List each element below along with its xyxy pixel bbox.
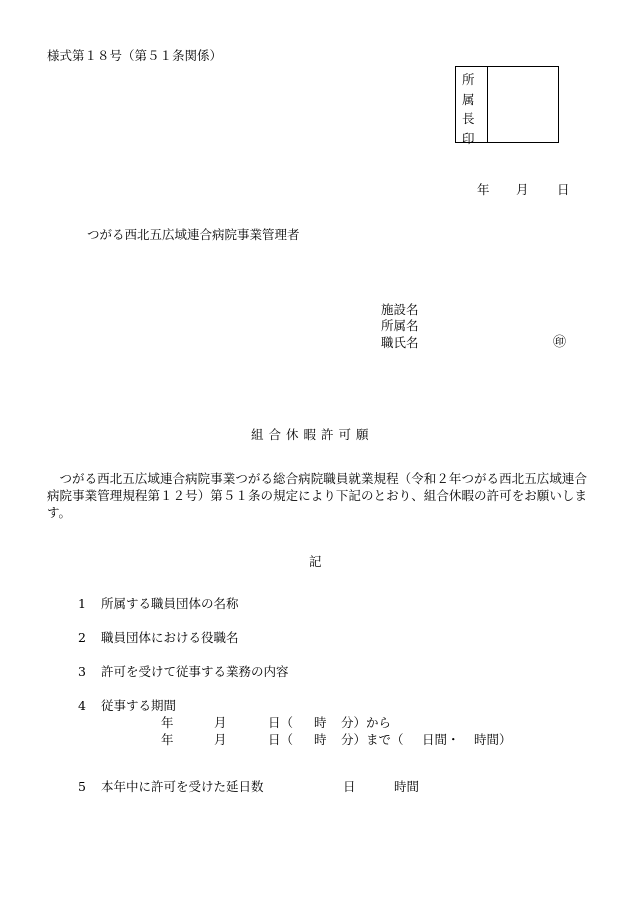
seal-mark-icon: ㊞ [553,335,567,350]
period-from-minute: 分）から [341,715,392,730]
total-days-label: 日 [343,779,356,794]
total-hours-label: 時間 [394,779,420,794]
date-year-label: 年 [477,182,490,197]
date-day-label: 日 [557,182,570,197]
item-1-label: 所属する職員団体の名称 [101,596,239,611]
addressee: つがる西北五広域連合病院事業管理者 [87,227,300,242]
period-to-year: 年 [161,732,174,747]
form-number: 様式第１８号（第５１条関係） [47,48,223,63]
period-from-year: 年 [161,715,174,730]
period-from-day: 日（ [268,715,294,730]
period-from-hour: 時 [314,715,327,730]
period-to-day: 日（ [268,732,294,747]
seal-box-label: 所属長印 [462,72,475,146]
body-paragraph: つがる西北五広域連合病院事業つがる総合病院職員就業規程（令和２年つがる西北五広域連合病院事業管理規程第１２号）第５１条の規定により下記のとおり、組合休暇の許可をお願いします。 [47,471,587,520]
item-2-label: 職員団体における役職名 [101,630,239,645]
period-to-month: 月 [214,732,227,747]
name-label: 職氏名 [381,335,419,350]
item-5-label: 本年中に許可を受けた延日数 [101,779,264,794]
ki-label: 記 [309,554,322,569]
date-month-label: 月 [516,182,529,197]
period-to-days: 日間・ [422,732,460,747]
department-label: 所属名 [381,318,419,333]
seal-box-divider [487,66,488,143]
item-4-number: 4 [78,698,86,713]
period-to-hour: 時 [314,732,327,747]
period-to-hours: 時間） [474,732,512,747]
item-3-label: 許可を受けて従事する業務の内容 [101,664,289,679]
period-to-minute: 分）まで（ [341,732,404,747]
period-from-month: 月 [214,715,227,730]
item-2-number: 2 [78,630,86,645]
item-3-number: 3 [78,664,86,679]
document-title: 組合休暇許可願 [251,427,374,442]
facility-label: 施設名 [381,302,419,317]
item-5-number: 5 [78,779,86,794]
item-4-label: 従事する期間 [101,698,177,713]
item-1-number: 1 [78,596,86,611]
